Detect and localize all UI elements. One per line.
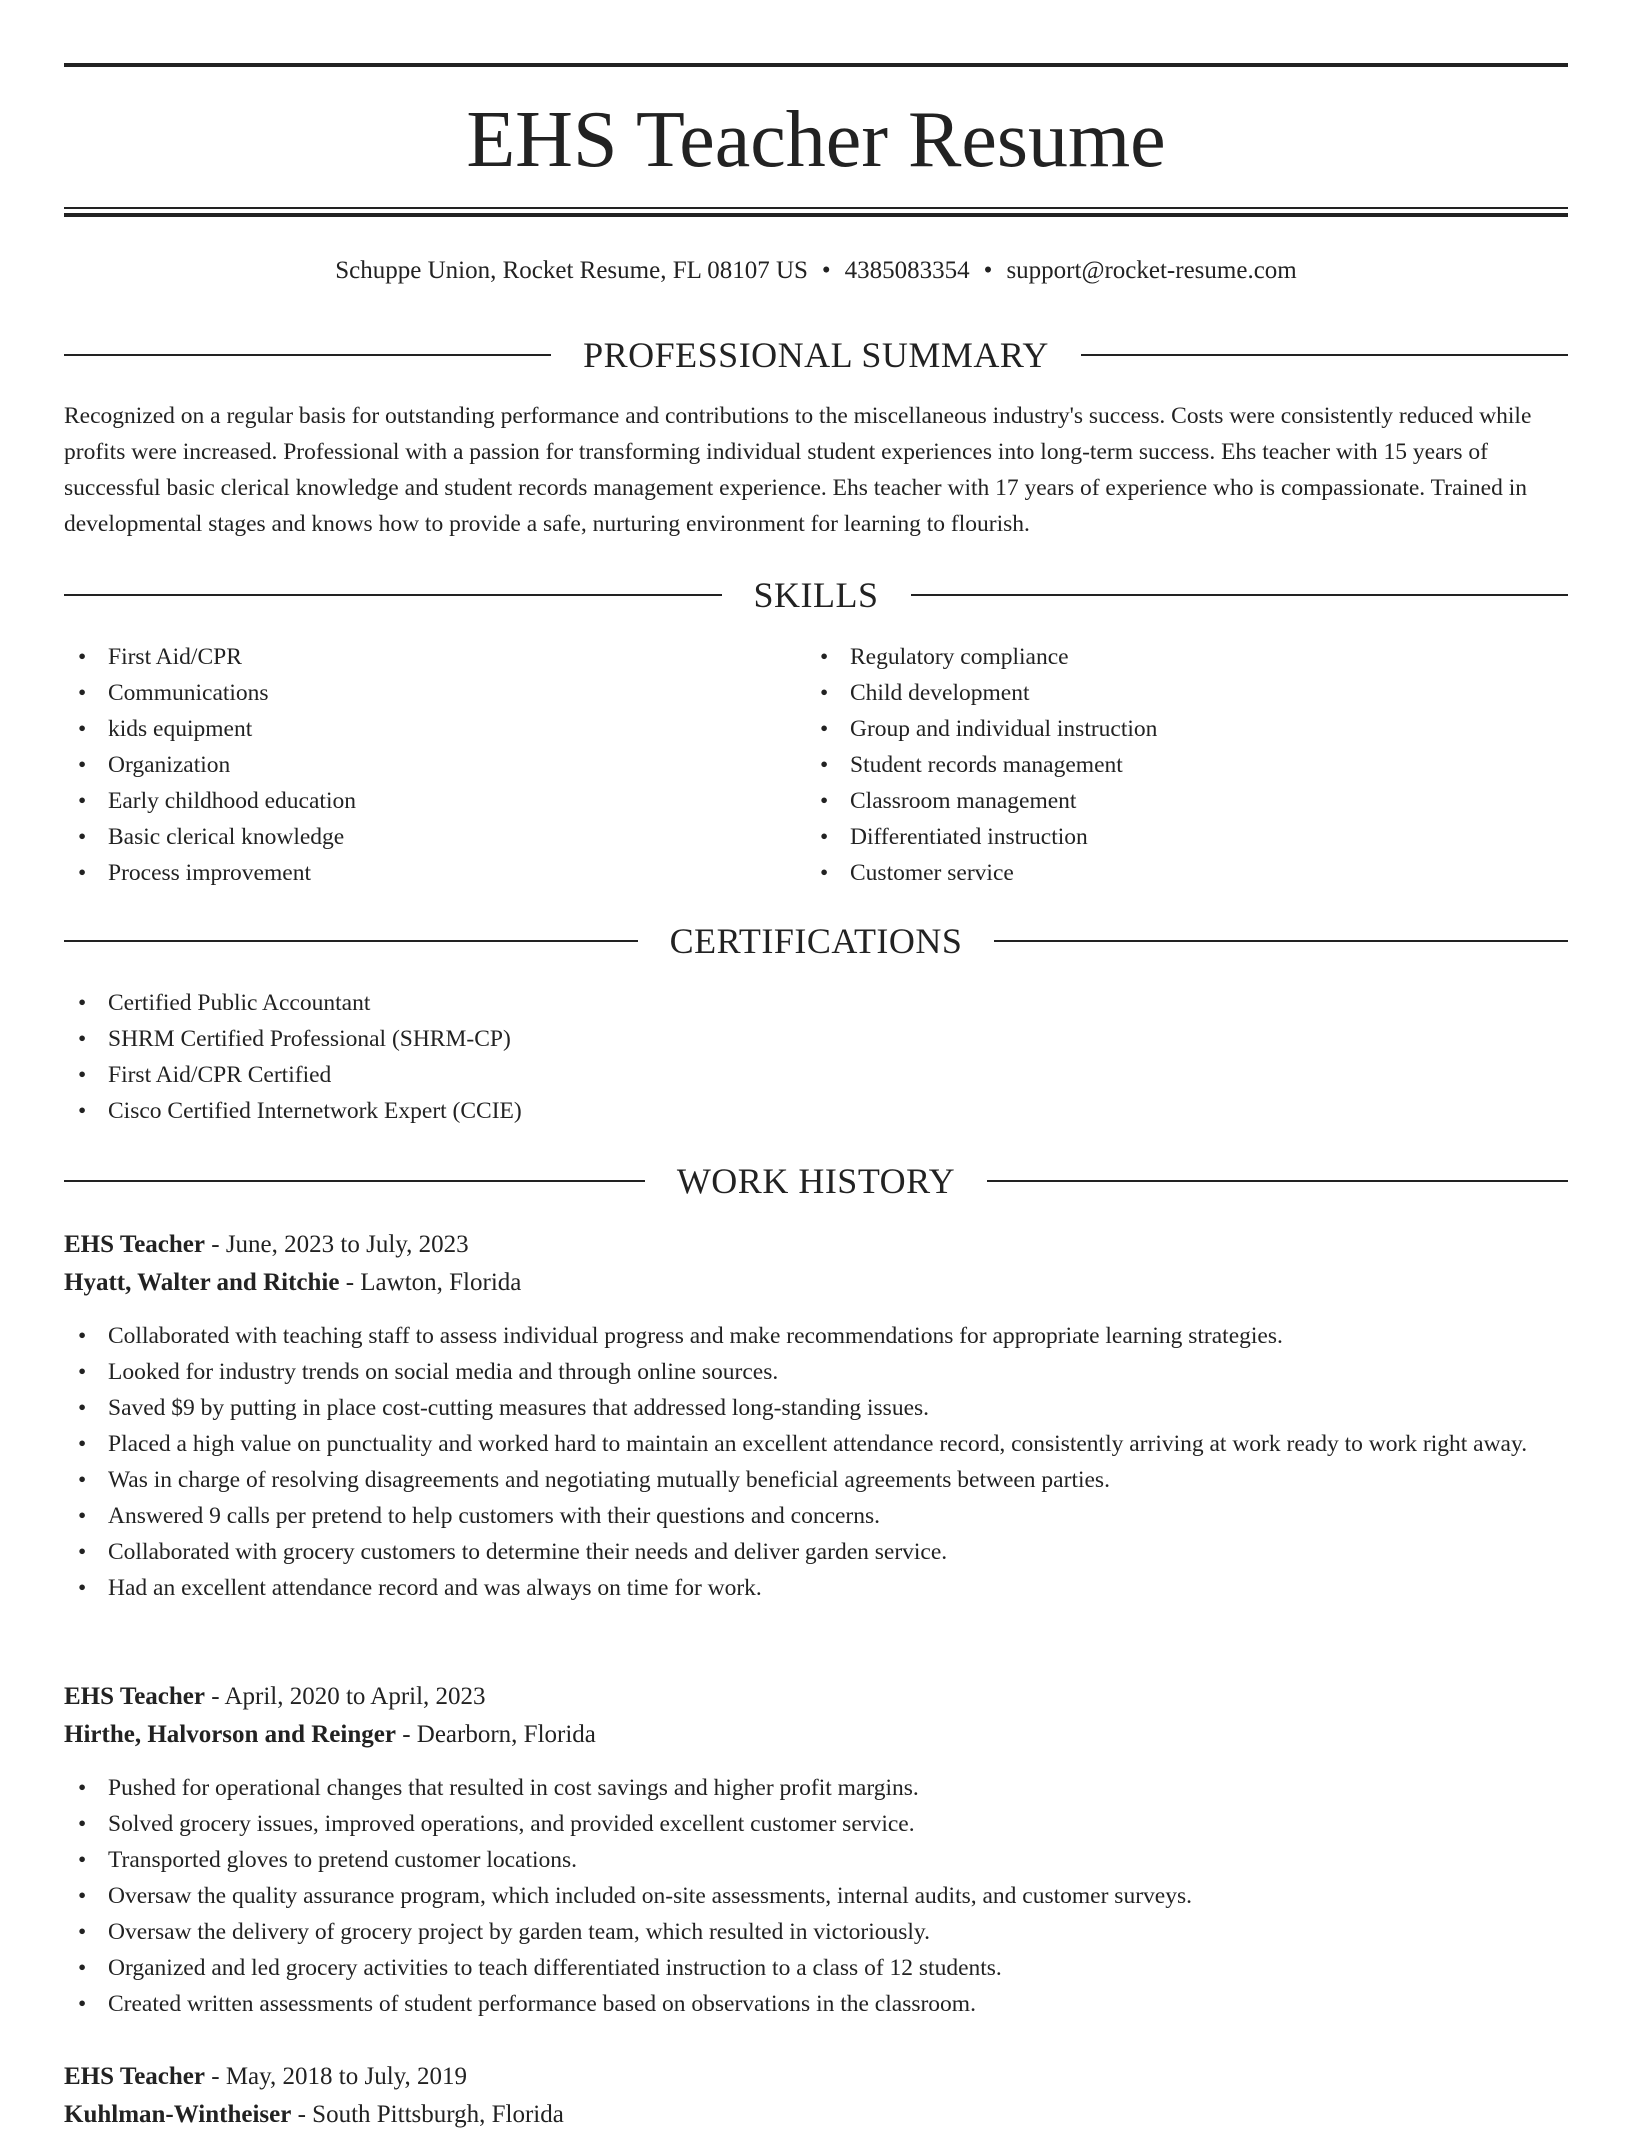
job-duty-item: • Oversaw the quality assurance program, which included on-site assessments, internal audits, and customer surveys. bbox=[64, 1878, 1568, 1914]
job-company: Hyatt, Walter and Ritchie bbox=[64, 1269, 340, 1296]
job-location: - Dearborn, Florida bbox=[395, 1721, 596, 1748]
job-title-line bbox=[64, 2058, 1568, 2096]
job-duties-list bbox=[64, 1770, 1568, 2022]
job-company-line bbox=[64, 2096, 1568, 2134]
job-duty-item: • Collaborated with teaching staff to assess individual progress and make recommendations for appropriate learning strategies. bbox=[64, 1318, 1568, 1354]
job-duty-item: • Had an excellent attendance record and was always on time for work. bbox=[64, 1570, 1568, 1606]
certification-item: • SHRM Certified Professional (SHRM-CP) bbox=[64, 1021, 1568, 1057]
skills-list-left bbox=[64, 639, 804, 891]
job-company-line bbox=[64, 1716, 1568, 1754]
job-dates: - June, 2023 to July, 2023 bbox=[205, 1231, 469, 1258]
skill-item: • Organization bbox=[64, 747, 804, 783]
skills-list-right bbox=[806, 639, 1568, 891]
skill-item: • First Aid/CPR bbox=[64, 639, 804, 675]
page-title: EHS Teacher Resume bbox=[466, 96, 1166, 184]
skill-item: • Basic clerical knowledge bbox=[64, 819, 804, 855]
job-dates: - May, 2018 to July, 2019 bbox=[205, 2063, 468, 2090]
job-duty-item: • Pushed for operational changes that resulted in cost savings and higher profit margins. bbox=[64, 1770, 1568, 1806]
job-dates: - April, 2020 to April, 2023 bbox=[205, 1683, 486, 1710]
contact-separator: • bbox=[983, 257, 993, 284]
job-title: EHS Teacher bbox=[64, 2063, 205, 2090]
job-location: - South Pittsburgh, Florida bbox=[291, 2101, 564, 2128]
certification-item: • Certified Public Accountant bbox=[64, 985, 1568, 1021]
section-rule bbox=[64, 940, 638, 942]
job-duties-list bbox=[64, 1318, 1568, 1606]
job-duty-item: • Solved grocery issues, improved operations, and provided excellent customer service. bbox=[64, 1806, 1568, 1842]
skill-item: • kids equipment bbox=[64, 711, 804, 747]
top-rule bbox=[64, 63, 1568, 67]
job-duty-item: • Created written assessments of student performance based on observations in the classroom. bbox=[64, 1986, 1568, 2022]
summary-text: Recognized on a regular basis for outstanding performance and contributions to the miscellaneous industry's success. Costs were consistently reduced while profits were increased. Professional with a passion for transforming individual student experiences into long-term success. Ehs teacher with 15 years of successful basic clerical knowledge and student records management experience. Ehs teacher with 17 years of experience who is compassionate. Trained in developmental stages and knows how to provide a safe, nurturing environment for learning to flourish. bbox=[64, 403, 1532, 537]
section-title: SKILLS bbox=[753, 575, 879, 615]
skill-item: • Classroom management bbox=[806, 783, 1568, 819]
section-title: CERTIFICATIONS bbox=[669, 921, 963, 961]
skill-item: • Group and individual instruction bbox=[806, 711, 1568, 747]
skill-item: • Customer service bbox=[806, 855, 1568, 891]
section-rule bbox=[911, 594, 1569, 596]
section-rule bbox=[64, 1180, 645, 1182]
contact-phone: 4385083354 bbox=[844, 257, 970, 284]
section-rule bbox=[64, 594, 722, 596]
job-company-line bbox=[64, 1264, 1568, 1302]
job-entry bbox=[64, 1226, 1568, 1606]
contact-email: support@rocket-resume.com bbox=[1006, 257, 1297, 284]
job-duty-item: • Was in charge of resolving disagreements and negotiating mutually beneficial agreements between parties. bbox=[64, 1462, 1568, 1498]
job-title-line bbox=[64, 1678, 1568, 1716]
section-rule bbox=[64, 354, 551, 356]
skill-item: • Process improvement bbox=[64, 855, 804, 891]
contact-address: Schuppe Union, Rocket Resume, FL 08107 US bbox=[335, 257, 808, 284]
section-heading-summary bbox=[64, 335, 1568, 375]
certification-item: • Cisco Certified Internetwork Expert (CCIE) bbox=[64, 1093, 1568, 1129]
skill-item: • Student records management bbox=[806, 747, 1568, 783]
skill-item: • Child development bbox=[806, 675, 1568, 711]
job-duty-item: • Oversaw the delivery of grocery project by garden team, which resulted in victoriously. bbox=[64, 1914, 1568, 1950]
job-title: EHS Teacher bbox=[64, 1231, 205, 1258]
job-duty-item: • Placed a high value on punctuality and worked hard to maintain an excellent attendance record, consistently arriving at work ready to work right away. bbox=[64, 1426, 1568, 1462]
contact-line bbox=[64, 253, 1568, 289]
skill-item: • Early childhood education bbox=[64, 783, 804, 819]
job-title-line bbox=[64, 1226, 1568, 1264]
job-duty-item: • Looked for industry trends on social media and through online sources. bbox=[64, 1354, 1568, 1390]
job-duty-item: • Collaborated with grocery customers to determine their needs and deliver garden service. bbox=[64, 1534, 1568, 1570]
section-rule bbox=[1081, 354, 1568, 356]
section-heading-skills bbox=[64, 575, 1568, 615]
job-entry bbox=[64, 1678, 1568, 2022]
job-duty-item: • Transported gloves to pretend customer locations. bbox=[64, 1842, 1568, 1878]
section-title: WORK HISTORY bbox=[676, 1161, 956, 1201]
job-duty-item: • Answered 9 calls per pretend to help customers with their questions and concerns. bbox=[64, 1498, 1568, 1534]
job-duty-item: • Organized and led grocery activities to teach differentiated instruction to a class of 12 students. bbox=[64, 1950, 1568, 1986]
skill-item: • Differentiated instruction bbox=[806, 819, 1568, 855]
skill-item: • Communications bbox=[64, 675, 804, 711]
section-heading-work-history bbox=[64, 1161, 1568, 1201]
job-company: Hirthe, Halvorson and Reinger bbox=[64, 1721, 396, 1748]
section-rule bbox=[987, 1180, 1568, 1182]
job-company: Kuhlman-Wintheiser bbox=[64, 2101, 292, 2128]
certifications-list bbox=[64, 985, 1568, 1129]
title-double-rule bbox=[64, 207, 1568, 217]
contact-separator: • bbox=[821, 257, 831, 284]
section-heading-certifications bbox=[64, 921, 1568, 961]
certification-item: • First Aid/CPR Certified bbox=[64, 1057, 1568, 1093]
job-title: EHS Teacher bbox=[64, 1683, 205, 1710]
job-duty-item: • Saved $9 by putting in place cost-cutting measures that addressed long-standing issues. bbox=[64, 1390, 1568, 1426]
job-location: - Lawton, Florida bbox=[339, 1269, 522, 1296]
section-rule bbox=[994, 940, 1568, 942]
section-title: PROFESSIONAL SUMMARY bbox=[583, 335, 1049, 375]
skill-item: • Regulatory compliance bbox=[806, 639, 1568, 675]
job-entry bbox=[64, 2058, 1568, 2134]
